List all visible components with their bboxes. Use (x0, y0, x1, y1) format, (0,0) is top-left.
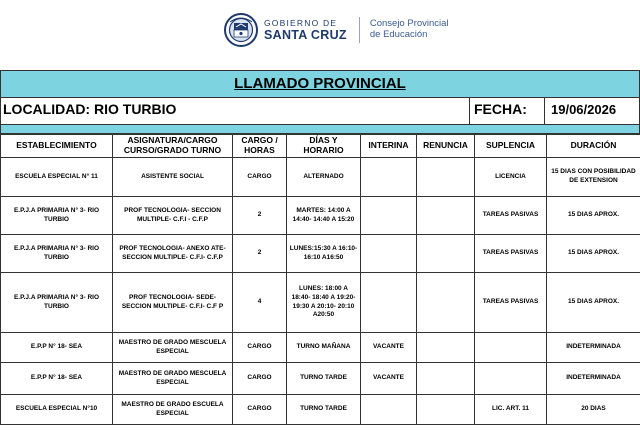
org-name-line-1: Consejo Provincial (369, 18, 449, 30)
page-title: LLAMADO PROVINCIAL (234, 75, 406, 92)
fecha-cell (469, 97, 544, 124)
cell-interina (361, 197, 417, 235)
cell-duracion: 15 DIAS APROX. (547, 235, 640, 273)
org-name-line-2: de Educación (369, 29, 428, 40)
cell-suplencia: LIC. ART. 11 (475, 395, 547, 425)
cell-dias-horario: TURNO TARDE (287, 363, 361, 395)
cell-asignatura: MAESTRO DE GRADO ESCUELA ESPECIAL (113, 395, 233, 425)
cell-dias-horario: LUNES:15:30 A 16:10- 16:10 A16:50 (287, 235, 361, 273)
cell-interina (361, 235, 417, 273)
cell-establecimiento: E.P.P N° 18- SEA (1, 363, 113, 395)
separator-band (0, 125, 640, 134)
date-cell (544, 97, 640, 124)
column-header-interina: INTERINA (361, 135, 417, 158)
cell-duracion: 15 DIAS APROX. (547, 273, 640, 333)
cell-establecimiento: E.P.J.A PRIMARIA N° 3- RIO TURBIO (1, 235, 113, 273)
cell-dias-horario: ALTERNADO (287, 158, 361, 197)
table-row (1, 395, 640, 425)
cell-asignatura: PROF TECNOLOGIA- ANEXO ATE- SECCION MULTIPLE- C.F.I- C.F.P (113, 235, 233, 273)
cell-suplencia (475, 363, 547, 395)
table-row (1, 363, 640, 395)
cell-cargo-horas: 2 (233, 197, 287, 235)
cell-establecimiento: E.P.P N° 18- SEA (1, 333, 113, 363)
cell-suplencia: TAREAS PASIVAS (475, 197, 547, 235)
cell-establecimiento: ESCUELA ESPECIAL N°10 (1, 395, 113, 425)
cell-renuncia (417, 197, 475, 235)
fecha-value: 19/06/2026 (551, 102, 617, 117)
cell-interina (361, 395, 417, 425)
column-header-renuncia: RENUNCIA (417, 135, 475, 158)
cell-dias-horario: TURNO MAÑANA (287, 333, 361, 363)
cell-duracion: 20 DIAS (547, 395, 640, 425)
cell-renuncia (417, 395, 475, 425)
cell-establecimiento: E.P.J.A PRIMARIA N° 3- RIO TURBIO (1, 197, 113, 235)
table-row (1, 197, 640, 235)
cell-suplencia: TAREAS PASIVAS (475, 273, 547, 333)
government-logo (224, 13, 449, 47)
cell-duracion: 15 DIAS APROX. (547, 197, 640, 235)
cell-asignatura: PROF TECNOLOGIA- SECCION MULTIPLE- C.F.I - C.F.P (113, 197, 233, 235)
column-header-duracion: DURACIÓN (547, 135, 640, 158)
cell-cargo-horas: 2 (233, 235, 287, 273)
cell-renuncia (417, 273, 475, 333)
location-date-row (0, 97, 640, 125)
cell-asignatura: MAESTRO DE GRADO MESCUELA ESPECIAL (113, 363, 233, 395)
cell-cargo-horas: 4 (233, 273, 287, 333)
cell-cargo-horas: CARGO (233, 395, 287, 425)
cell-suplencia (475, 333, 547, 363)
cell-renuncia (417, 363, 475, 395)
localidad-label: LOCALIDAD: RIO TURBIO (3, 101, 177, 117)
cell-duracion: INDETERMINADA (547, 363, 640, 395)
cell-interina (361, 273, 417, 333)
logo-line-1: GOBIERNO DE (264, 17, 338, 28)
table-row (1, 333, 640, 363)
cell-dias-horario: LUNES: 18:00 A 18:40- 18:40 A 19:20- 19:30 A 20:10- 20:10 A20:50 (287, 273, 361, 333)
column-header-suplencia: SUPLENCIA (475, 135, 547, 158)
cell-suplencia: TAREAS PASIVAS (475, 235, 547, 273)
cell-suplencia: LICENCIA (475, 158, 547, 197)
logo-line-2: SANTA CRUZ (264, 28, 347, 42)
page-header (0, 0, 640, 68)
cell-asignatura: PROF TECNOLOGIA- SEDE- SECCION MULTIPLE- C.F.I- C.F P (113, 273, 233, 333)
cell-establecimiento: ESCUELA ESPECIAL N° 11 (1, 158, 113, 197)
table-header-row (1, 135, 640, 158)
cell-cargo-horas: CARGO (233, 363, 287, 395)
cell-cargo-horas: CARGO (233, 333, 287, 363)
column-header-dias-horario: DÍAS Y HORARIO (287, 135, 361, 158)
table-row (1, 273, 640, 333)
table-row (1, 158, 640, 197)
cell-renuncia (417, 235, 475, 273)
cell-asignatura: MAESTRO DE GRADO MESCUELA ESPECIAL (113, 333, 233, 363)
fecha-label: FECHA: (474, 101, 527, 117)
santa-cruz-seal-icon (224, 13, 258, 47)
title-banner (0, 70, 640, 98)
cell-dias-horario: TURNO TARDE (287, 395, 361, 425)
cell-interina (361, 158, 417, 197)
vacancies-table (0, 134, 640, 425)
column-header-cargo-horas: CARGO / HORAS (233, 135, 287, 158)
cell-interina: VACANTE (361, 333, 417, 363)
cell-renuncia (417, 158, 475, 197)
column-header-asignatura: ASIGNATURA/CARGO CURSO/GRADO TURNO (113, 135, 233, 158)
cell-duracion: 15 DIAS CON POSIBILIDAD DE EXTENSION (547, 158, 640, 197)
cell-duracion: INDETERMINADA (547, 333, 640, 363)
cell-dias-horario: MARTES: 14:00 A 14:40- 14:40 A 15:20 (287, 197, 361, 235)
cell-asignatura: ASISTENTE SOCIAL (113, 158, 233, 197)
cell-interina: VACANTE (361, 363, 417, 395)
column-header-establecimiento: ESTABLECIMIENTO (1, 135, 113, 158)
cell-cargo-horas: CARGO (233, 158, 287, 197)
table-row (1, 235, 640, 273)
cell-establecimiento: E.P.J.A PRIMARIA N° 3- RIO TURBIO (1, 273, 113, 333)
logo-divider (359, 17, 360, 43)
cell-renuncia (417, 333, 475, 363)
